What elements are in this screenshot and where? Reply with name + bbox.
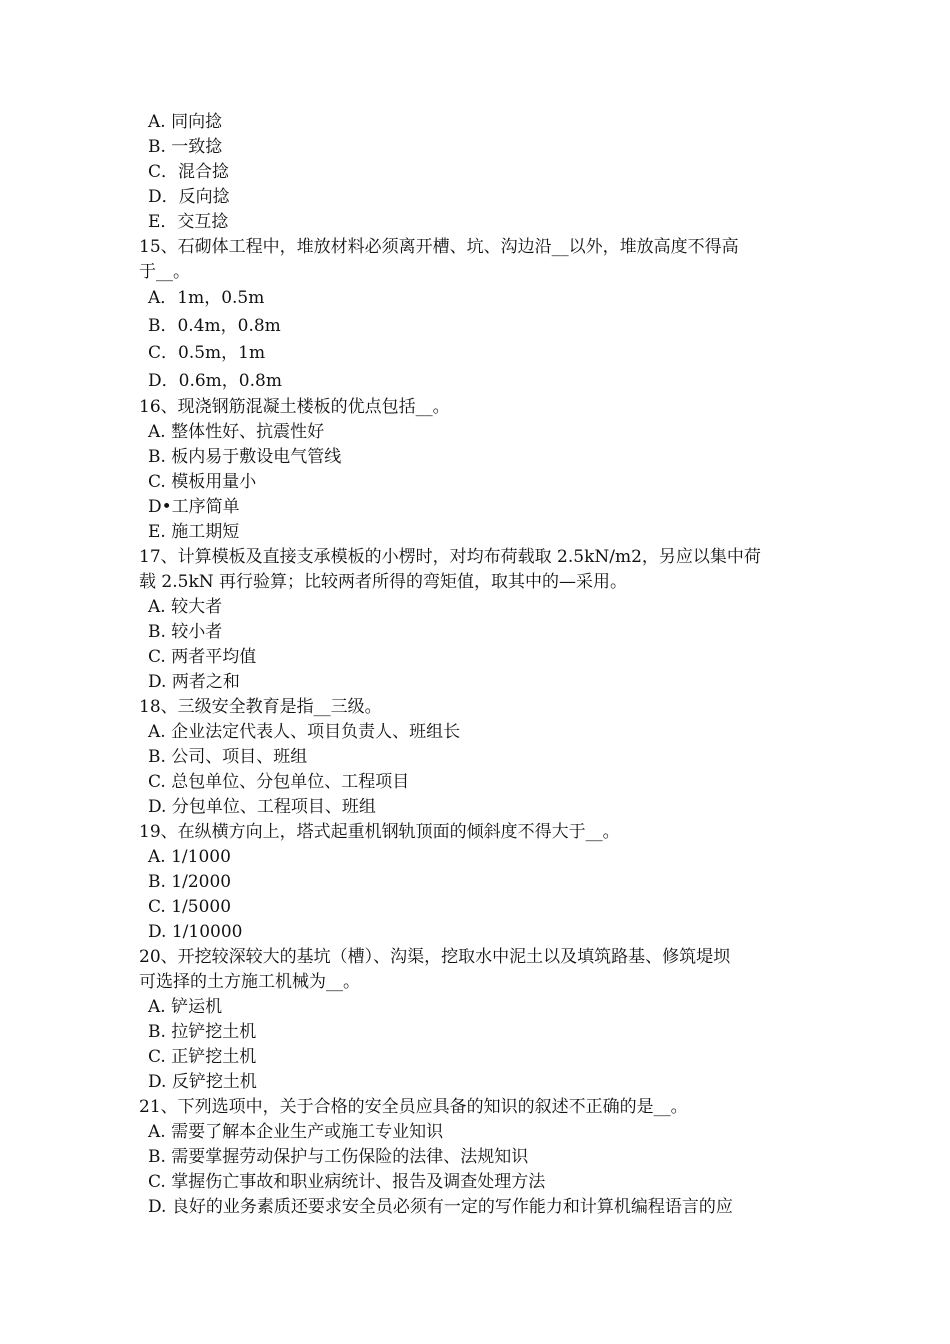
q16-question-line1: 16、现浇钢筋混凝土楼板的优点包括__。 bbox=[139, 397, 450, 417]
q14-option-a: A. 同向捻 bbox=[148, 112, 223, 132]
q20-option-d: D. 反铲挖土机 bbox=[148, 1072, 257, 1092]
q18-question-line1: 18、三级安全教育是指__三级。 bbox=[139, 697, 382, 717]
q20-question-line1: 20、开挖较深较大的基坑（槽）、沟渠，挖取水中泥土以及填筑路基、修筑堤坝 bbox=[139, 947, 731, 967]
q21-option-c: C. 掌握伤亡事故和职业病统计、报告及调查处理方法 bbox=[148, 1172, 546, 1192]
q15-question-line2: 于__。 bbox=[139, 262, 190, 282]
q14-option-d: D．反向捻 bbox=[148, 187, 230, 207]
q15-option-d: D．0.6m，0.8m bbox=[148, 370, 282, 391]
q15-option-a: A．1m，0.5m bbox=[148, 288, 265, 308]
q14-option-e: E．交互捻 bbox=[148, 212, 229, 232]
q16-option-b: B. 板内易于敷设电气管线 bbox=[148, 447, 342, 467]
q20-question-line2: 可选择的土方施工机械为__。 bbox=[139, 972, 360, 992]
q19-option-a: A. 1/1000 bbox=[148, 847, 231, 867]
q20-option-a: A. 铲运机 bbox=[148, 997, 223, 1017]
q15-option-c: C．0.5m，1m bbox=[148, 343, 266, 363]
q16-option-d: D•工序简单 bbox=[148, 497, 240, 517]
q21-option-a: A. 需要了解本企业生产或施工专业知识 bbox=[148, 1122, 444, 1142]
q14-option-b: B. 一致捻 bbox=[148, 137, 223, 157]
q14-option-c: C．混合捻 bbox=[148, 162, 230, 182]
q19-question-line1: 19、在纵横方向上，塔式起重机钢轨顶面的倾斜度不得大于__。 bbox=[139, 822, 620, 842]
q17-option-c: C. 两者平均值 bbox=[148, 647, 257, 667]
q16-option-e: E. 施工期短 bbox=[148, 522, 240, 542]
q15-question-line1: 15、石砌体工程中，堆放材料必须离开槽、坑、沟边沿__以外，堆放高度不得高 bbox=[139, 237, 739, 257]
q17-option-a: A. 较大者 bbox=[148, 597, 223, 617]
q21-option-d: D. 良好的业务素质还要求安全员必须有一定的写作能力和计算机编程语言的应 bbox=[148, 1197, 733, 1217]
q18-option-b: B. 公司、项目、班组 bbox=[148, 747, 308, 767]
q21-option-b: B. 需要掌握劳动保护与工伤保险的法律、法规知识 bbox=[148, 1147, 529, 1167]
q17-question-line1: 17、计算模板及直接支承模板的小楞时，对均布荷载取 2.5kN/m2，另应以集中荷 bbox=[139, 547, 761, 567]
q17-question-line2: 载 2.5kN 再行验算；比较两者所得的弯矩值，取其中的—采用。 bbox=[139, 572, 628, 592]
q17-option-d: D. 两者之和 bbox=[148, 672, 240, 692]
q20-option-c: C. 正铲挖土机 bbox=[148, 1047, 257, 1067]
q15-option-b: B．0.4m，0.8m bbox=[148, 315, 281, 336]
q19-option-b: B. 1/2000 bbox=[148, 872, 232, 892]
q16-option-a: A. 整体性好、抗震性好 bbox=[148, 422, 325, 442]
q18-option-a: A. 企业法定代表人、项目负责人、班组长 bbox=[148, 722, 461, 742]
q18-option-c: C. 总包单位、分包单位、工程项目 bbox=[148, 772, 410, 792]
q17-option-b: B. 较小者 bbox=[148, 622, 223, 642]
q16-option-c: C. 模板用量小 bbox=[148, 472, 257, 492]
q20-option-b: B. 拉铲挖土机 bbox=[148, 1022, 257, 1042]
q18-option-d: D. 分包单位、工程项目、班组 bbox=[148, 797, 376, 817]
q21-question-line1: 21、下列选项中，关于合格的安全员应具备的知识的叙述不正确的是__。 bbox=[139, 1097, 688, 1117]
q19-option-d: D. 1/10000 bbox=[148, 922, 243, 942]
q19-option-c: C. 1/5000 bbox=[148, 897, 232, 917]
question-list bbox=[139, 110, 819, 1220]
